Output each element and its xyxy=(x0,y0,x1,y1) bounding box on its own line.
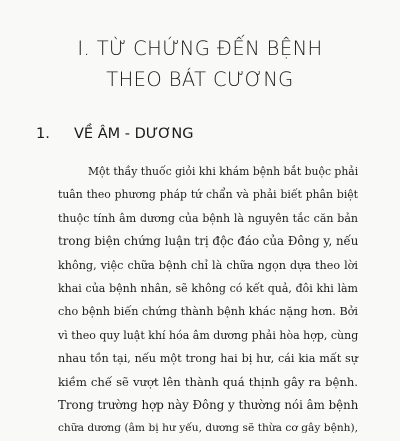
paragraph-line: cho bệnh biến chứng thành bệnh khác nặng hơn. Bởi xyxy=(58,305,358,319)
paragraph-line: kiềm chế sẽ vượt lên thành quá thịnh gây ra bệnh. xyxy=(58,374,358,389)
paragraph-line: chữa dương (âm bị hư yếu, dương sẽ thừa cơ gây bệnh), xyxy=(58,422,358,435)
section-heading xyxy=(36,126,194,142)
section-title: VỀ ÂM - DƯƠNG xyxy=(74,126,194,142)
paragraph-line: trong biện chứng luận trị độc đáo của Đông y, nếu xyxy=(58,234,359,249)
paragraph-line: thuộc tính âm dương của bệnh là nguyên tắc căn bản xyxy=(58,211,358,225)
paragraph-line: tuân theo phương pháp tứ chẩn và phải biết phân biệt xyxy=(58,188,358,202)
chapter-title-line-1: I. TỪ CHỨNG ĐẾN BỆNH xyxy=(77,37,323,60)
body-paragraph xyxy=(58,160,358,441)
paragraph-line: Trong trường hợp này Đông y thường nói âm bệnh xyxy=(58,397,359,412)
paragraph-line: không, việc chữa bệnh chỉ là chữa ngọn dựa theo lời xyxy=(58,258,358,272)
paragraph-line: vì theo quy luật khí hóa âm dương phải hòa hợp, cùng xyxy=(58,328,359,342)
paragraph-line: nhau tồn tại, nếu một trong hai bị hư, cái kia mất sự xyxy=(58,352,358,366)
chapter-title-line-2: THEO BÁT CƯƠNG xyxy=(106,68,294,91)
section-number: 1. xyxy=(36,126,50,142)
paragraph-line: khai của bệnh nhân, sẽ không có kết quả, đôi khi làm xyxy=(58,281,358,295)
paragraph-line: Một thầy thuốc giỏi khi khám bệnh bắt buộc phải xyxy=(88,165,359,178)
